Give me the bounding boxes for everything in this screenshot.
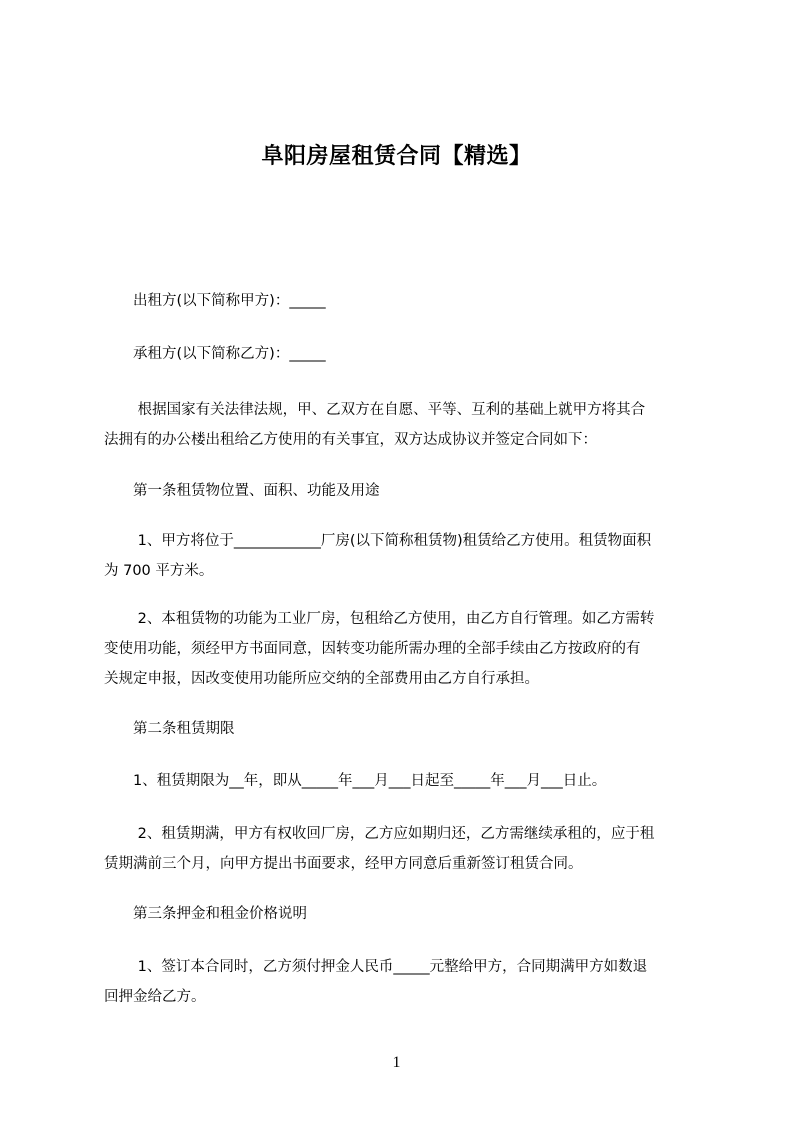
- heading-article-3: [104, 899, 704, 929]
- text-line: 第二条租赁期限: [104, 721, 235, 737]
- paragraph-article-3-item-1: [104, 952, 704, 1012]
- text-line: 法拥有的办公楼出租给乙方使用的有关事宜，双方达成协议并签定合同如下：: [104, 432, 597, 448]
- text-line: 第三条押金和租金价格说明: [104, 906, 307, 922]
- paragraph-article-2-item-2: [104, 819, 704, 879]
- text-line: 出租方(以下简称甲方)：_____: [104, 293, 326, 309]
- heading-article-2: [104, 714, 704, 744]
- paragraph-lessor: [104, 286, 704, 316]
- text-line: 第一条租赁物位置、面积、功能及用途: [104, 483, 380, 499]
- text-line: 2、本租赁物的功能为工业厂房，包租给乙方使用，由乙方自行管理。如乙方需转: [104, 611, 655, 627]
- text-line: 根据国家有关法律法规，甲、乙双方在自愿、平等、互利的基础上就甲方将其合: [104, 402, 646, 418]
- text-line: 1、甲方将位于____________厂房(以下简称租赁物)租赁给乙方使用。租赁物面积: [104, 533, 652, 549]
- heading-article-1: [104, 476, 704, 506]
- paragraph-article-1-item-1: [104, 526, 704, 586]
- text-line: 2、租赁期满，甲方有权收回厂房，乙方应如期归还，乙方需继续承租的，应于租: [104, 826, 655, 842]
- text-line: 变使用功能，须经甲方书面同意，因转变功能所需办理的全部手续由乙方按政府的有: [104, 641, 641, 657]
- text-line: 为 700 平方米。: [104, 563, 214, 579]
- document-title: 阜阳房屋租赁合同【精选】: [261, 144, 532, 169]
- text-line: 承租方(以下简称乙方)：_____: [104, 346, 326, 362]
- page-number: 1: [392, 1054, 401, 1071]
- text-line: 1、租赁期限为__年，即从_____年___月___日起至_____年___月___日止。: [104, 773, 607, 789]
- text-line: 回押金给乙方。: [104, 989, 206, 1005]
- text-line: 赁期满前三个月，向甲方提出书面要求，经甲方同意后重新签订租赁合同。: [104, 856, 583, 872]
- paragraph-lessee: [104, 339, 704, 369]
- paragraph-article-2-item-1: [104, 766, 704, 796]
- text-line: 1、签订本合同时，乙方须付押金人民币_____元整给甲方，合同期满甲方如数退: [104, 959, 648, 975]
- paragraph-preamble: [104, 395, 704, 455]
- text-line: 关规定申报，因改变使用功能所应交纳的全部费用由乙方自行承担。: [104, 671, 539, 687]
- paragraph-article-1-item-2: [104, 604, 704, 694]
